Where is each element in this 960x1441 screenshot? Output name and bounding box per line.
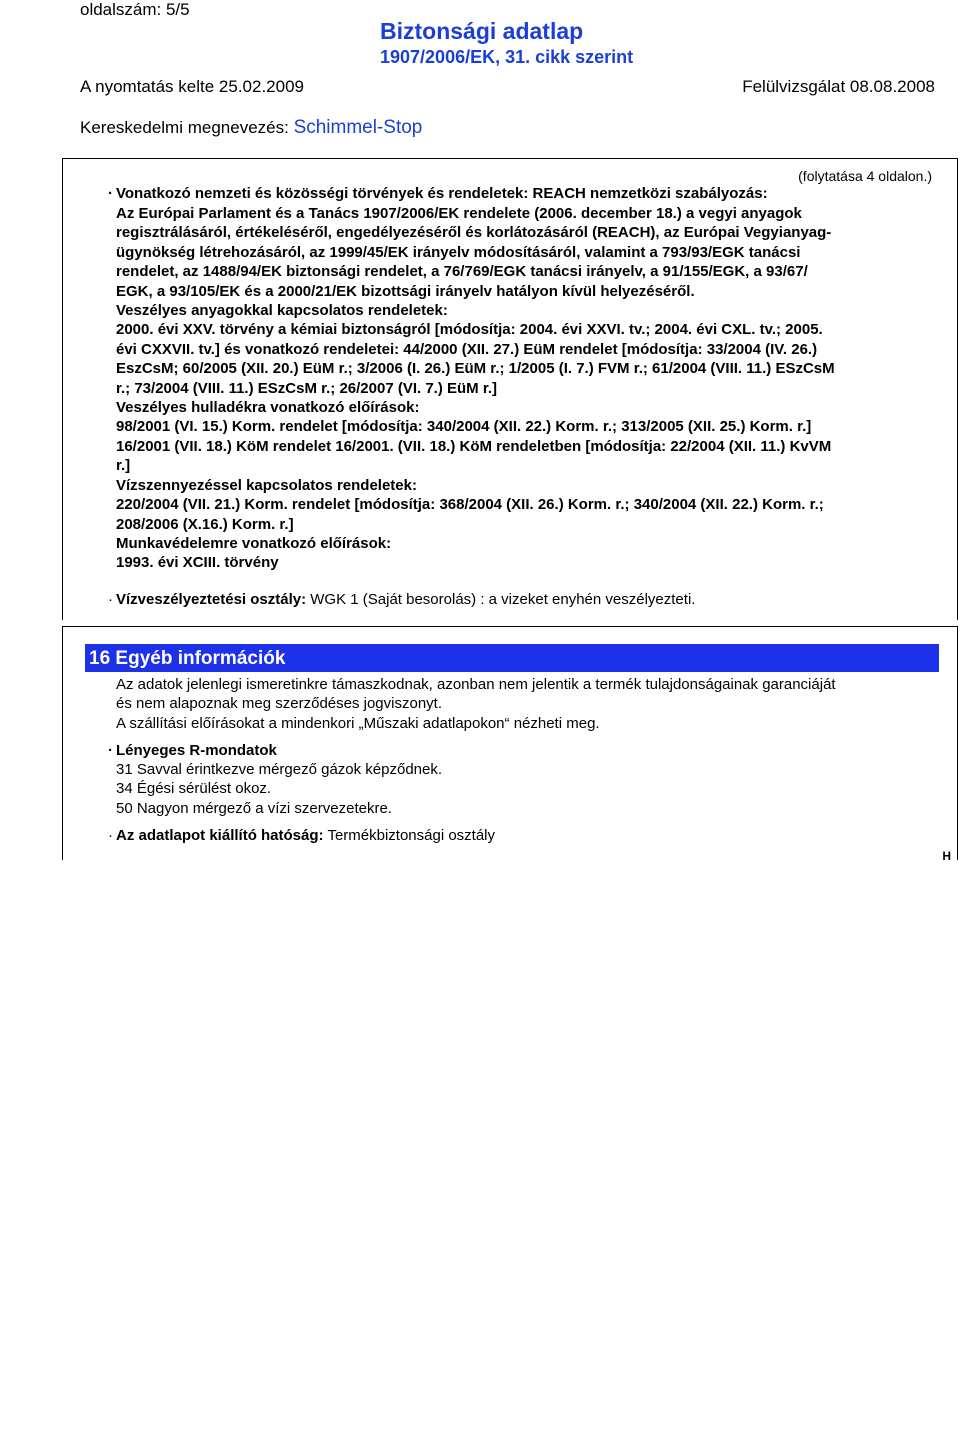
- revision-date: Felülvizsgálat 08.08.2008: [742, 77, 935, 96]
- r-phrases-list: [116, 760, 945, 818]
- regulation-line: regisztrálásáról, értékeléséről, engedélyezéséről és korlátozásáról (REACH), az Európai Vegyianyag-: [116, 224, 832, 242]
- water-hazard-row: [108, 590, 947, 609]
- regulation-line: Vízszennyezéssel kapcsolatos rendeletek:: [116, 476, 417, 494]
- regulation-line: r.]: [116, 457, 131, 475]
- regulation-line: 2000. évi XXV. törvény a kémiai biztonságról [módosítja: 2004. évi XXVI. tv.; 2004. évi CXL. tv.; 2005.: [116, 321, 823, 339]
- section-16-box: [62, 626, 958, 863]
- trade-name: [80, 117, 422, 139]
- section-16-intro: [116, 675, 945, 733]
- regulation-line: 208/2006 (X.16.) Korm. r.]: [116, 515, 294, 533]
- issuer-label: Az adatlapot kiállító hatóság:: [116, 827, 324, 844]
- regulation-line: Veszélyes hulladékra vonatkozó előírások:: [116, 399, 420, 417]
- language-mark: H: [942, 849, 951, 863]
- regulation-line: ügynökség létrehozásáról, az 1999/45/EK irányelv módosításáról, valamint a 793/93/EGK tanácsi: [116, 243, 801, 261]
- intro-line: Az adatok jelenlegi ismeretinkre támaszkodnak, azonban nem jelentik a termék tulajdonságainak garanciáját: [116, 676, 836, 693]
- section-16-title: 16 Egyéb információk: [85, 644, 939, 672]
- regulations-heading-row: [108, 184, 947, 203]
- bullet-dot: ·: [108, 591, 113, 608]
- trade-name-value: Schimmel-Stop: [293, 117, 423, 138]
- regulation-line: r.; 73/2004 (VIII. 11.) ESzCsM r.; 26/2007 (VI. 7.) EüM r.]: [116, 379, 498, 397]
- regulation-line: 98/2001 (VI. 15.) Korm. rendelet [módosítja: 340/2004 (XII. 22.) Korm. r.; 313/2005 (XII. 25.) Korm. r.]: [116, 418, 812, 436]
- continuation-note: (folytatása 4 oldalon.): [798, 168, 932, 184]
- intro-line: és nem alapoznak meg szerződéses jogviszonyt.: [116, 695, 443, 713]
- regulation-line: EszCsM; 60/2005 (XII. 20.) EüM r.; 3/2006 (I. 26.) EüM r.; 1/2005 (I. 7.) FVM r.; 61/2004 (VIII. 11.) ESzCsM: [116, 360, 835, 378]
- issuer-value: Termékbiztonsági osztály: [327, 827, 496, 844]
- r-phrase-item: 50 Nagyon mérgező a vízi szervezetekre.: [116, 799, 392, 817]
- bullet-dot: ·: [108, 185, 113, 202]
- regulations-body: [116, 204, 945, 573]
- document-title: Biztonsági adatlap: [380, 18, 584, 44]
- section-15-box: [62, 158, 958, 620]
- print-date: A nyomtatás kelte 25.02.2009: [80, 77, 304, 96]
- regulation-line: 16/2001 (VII. 18.) KöM rendelet 16/2001. (VII. 18.) KöM rendeletben [módosítja: 22/2004 (XII. 11.) KvVM: [116, 437, 832, 455]
- regulation-line: Veszélyes anyagokkal kapcsolatos rendeletek:: [116, 302, 448, 320]
- page-number: oldalszám: 5/5: [80, 0, 190, 19]
- water-hazard-value: WGK 1 (Saját besorolás) : a vizeket enyhén veszélyezteti.: [310, 591, 696, 608]
- r-phrase-item: 34 Égési sérülést okoz.: [116, 780, 272, 798]
- regulations-heading: Vonatkozó nemzeti és közösségi törvények és rendeletek: REACH nemzetközi szabályozás:: [116, 185, 768, 202]
- regulation-line: 220/2004 (VII. 21.) Korm. rendelet [módosítja: 368/2004 (XII. 26.) Korm. r.; 340/2004 (XII. 22.) Korm. r.;: [116, 496, 824, 514]
- issuer-row: [108, 826, 947, 845]
- r-phrase-item: 31 Savval érintkezve mérgező gázok képződnek.: [116, 761, 443, 778]
- bullet-dot: ·: [108, 742, 113, 759]
- regulation-line: Munkavédelemre vonatkozó előírások:: [116, 534, 392, 552]
- intro-line: A szállítási előírásokat a mindenkori „Műszaki adatlapokon“ nézheti meg.: [116, 714, 600, 732]
- bullet-dot: ·: [108, 827, 113, 844]
- r-phrases-heading-row: [108, 741, 947, 760]
- regulation-line: rendelet, az 1488/94/EK biztonsági rendelet, a 76/769/EGK tanácsi irányelv, a 91/155/EGK, a 93/67/: [116, 263, 808, 281]
- water-hazard-label: Vízveszélyeztetési osztály:: [116, 591, 307, 608]
- regulation-line: évi CXXVII. tv.] és vonatkozó rendeletei: 44/2000 (XII. 27.) EüM rendelet [módosítja: 33/2004 (IV. 26.): [116, 340, 818, 358]
- r-phrases-label: Lényeges R-mondatok: [116, 742, 277, 759]
- regulation-line: EGK, a 93/105/EK és a 2000/21/EK bizottsági irányelv hatályon kívül helyezéséről.: [116, 282, 695, 300]
- document-subtitle: 1907/2006/EK, 31. cikk szerint: [380, 47, 634, 67]
- regulation-line: 1993. évi XCIII. törvény: [116, 554, 279, 572]
- trade-name-label: Kereskedelmi megnevezés:: [80, 118, 289, 137]
- regulation-line: Az Európai Parlament és a Tanács 1907/2006/EK rendelete (2006. december 18.) a vegyi anyagok: [116, 205, 802, 222]
